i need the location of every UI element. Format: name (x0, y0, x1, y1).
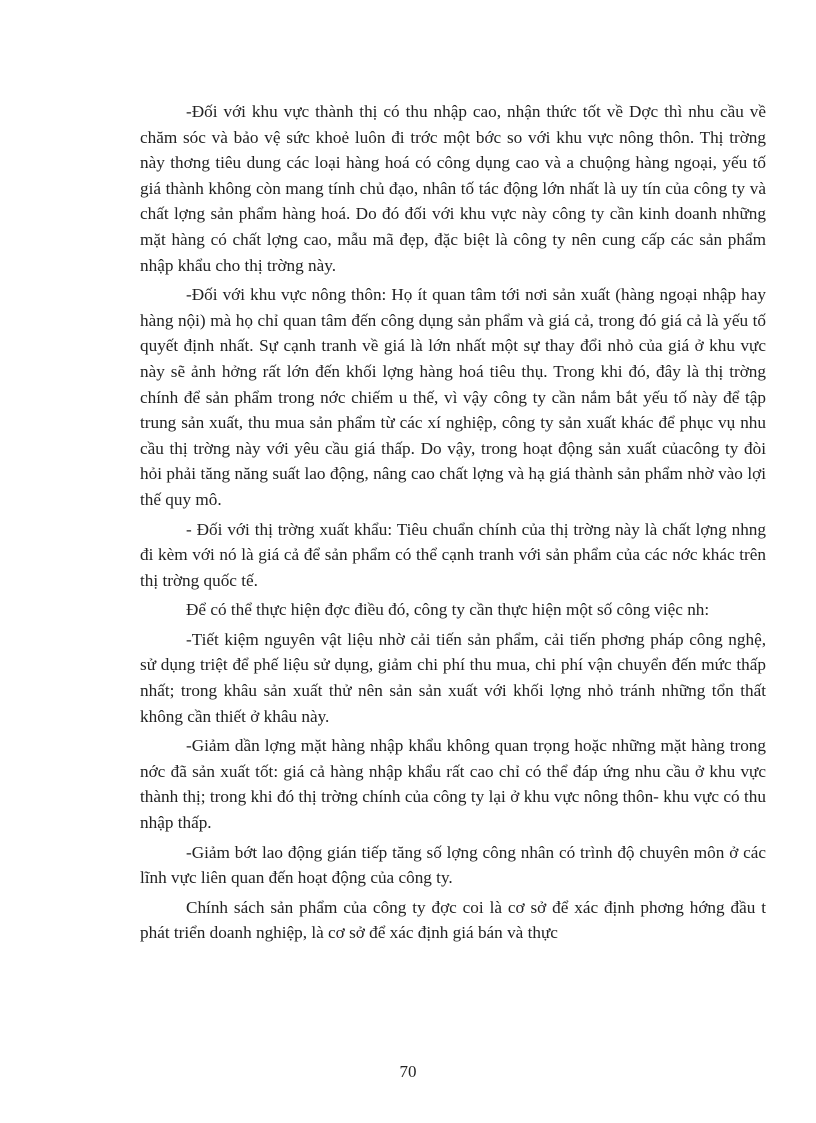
paragraph-implementation-intro: Để có thể thực hiện đợc điều đó, công ty cần thực hiện một số công việc nh: (186, 600, 710, 620)
paragraph-product-policy: Chính sách sản phẩm của công ty đợc coi là cơ sở để xác định phơng hớng đầu t phát triển doanh nghiệp, là cơ sở để xác định giá bán và thực (140, 897, 766, 943)
page-number: 70 (399, 1062, 417, 1081)
paragraph-reduce-imports: -Giảm dần lợng mặt hàng nhập khẩu không quan trọng hoặc những mặt hàng trong nớc đã sản xuất tốt: giá cả hàng nhập khẩu rất cao chỉ có thể đáp ứng nhu cầu ở khu vực thành thị; trong khi đó thị trờng chính của công ty lại ở khu vực nông thôn- khu vực có thu nhập thấp. (140, 736, 766, 833)
body-text (140, 99, 766, 950)
paragraph-save-materials: -Tiết kiệm nguyên vật liệu nhờ cải tiến sản phẩm, cải tiến phơng pháp công nghệ, sử dụng triệt để phế liệu sử dụng, giảm chi phí thu mua, chi phí vận chuyển đến mức thấp nhất; trong khâu sản xuất thử nên sản sản xuất với khối lợng nhỏ tránh những tổn thất không cần thiết ở khâu này. (140, 629, 766, 726)
paragraph-reduce-indirect-labor: -Giảm bớt lao động gián tiếp tăng số lợng công nhân có trình độ chuyên môn ở các lĩnh vực liên quan đến hoạt động của công ty. (140, 842, 766, 888)
paragraph-export-market: - Đối với thị trờng xuất khẩu: Tiêu chuẩn chính của thị trờng này là chất lợng nhng đi kèm với nó là giá cả để sản phẩm có thể cạnh tranh với sản phẩm của các nớc khác trên thị trờng quốc tế. (140, 519, 766, 590)
paragraph-urban-market: -Đối với khu vực thành thị có thu nhập cao, nhận thức tốt về Dợc thì nhu cầu về chăm sóc và bảo vệ sức khoẻ luôn đi trớc một bớc so với khu vực nông thôn. Thị trờng này thơng tiêu dung các loại hàng hoá có công dụng cao và a chuộng hàng ngoại, yếu tố giá thành không còn mang tính chủ đạo, nhân tố tác động lớn nhất là uy tín của công ty và chất lợng sản phẩm hàng hoá. Do đó đối với khu vực này công ty cần kinh doanh những mặt hàng có chất lợng cao, mẫu mã đẹp, đặc biệt là công ty nên cung cấp các sản phẩm nhập khẩu cho thị trờng này. (140, 102, 766, 275)
paragraph-rural-market: -Đối với khu vực nông thôn: Họ ít quan tâm tới nơi sản xuất (hàng ngoại nhập hay hàng nội) mà họ chỉ quan tâm đến công dụng sản phẩm và giá cả, trong đó giá cả là yếu tố quyết định nhất. Sự cạnh tranh về giá là lớn nhất một sự thay đổi nhỏ của giá ở khu vực này sẽ ảnh hởng rất lớn đến khối lợng hàng hoá tiêu thụ. Trong khi đó, đây là thị trờng chính để sản phẩm trong nớc chiếm u thế, vì vậy công ty cần nắm bắt yếu tố này để tập trung sản xuất, thu mua sản phẩm từ các xí nghiệp, công ty sản xuất khác để phục vụ nhu cầu thị trờng này với yêu cầu giá thấp. Do vậy, trong hoạt động sản xuất củacông ty đòi hỏi phải tăng năng suất lao động, nâng cao chất lợng và hạ giá thành sản phẩm nhờ vào lợi thế quy mô. (140, 285, 766, 509)
